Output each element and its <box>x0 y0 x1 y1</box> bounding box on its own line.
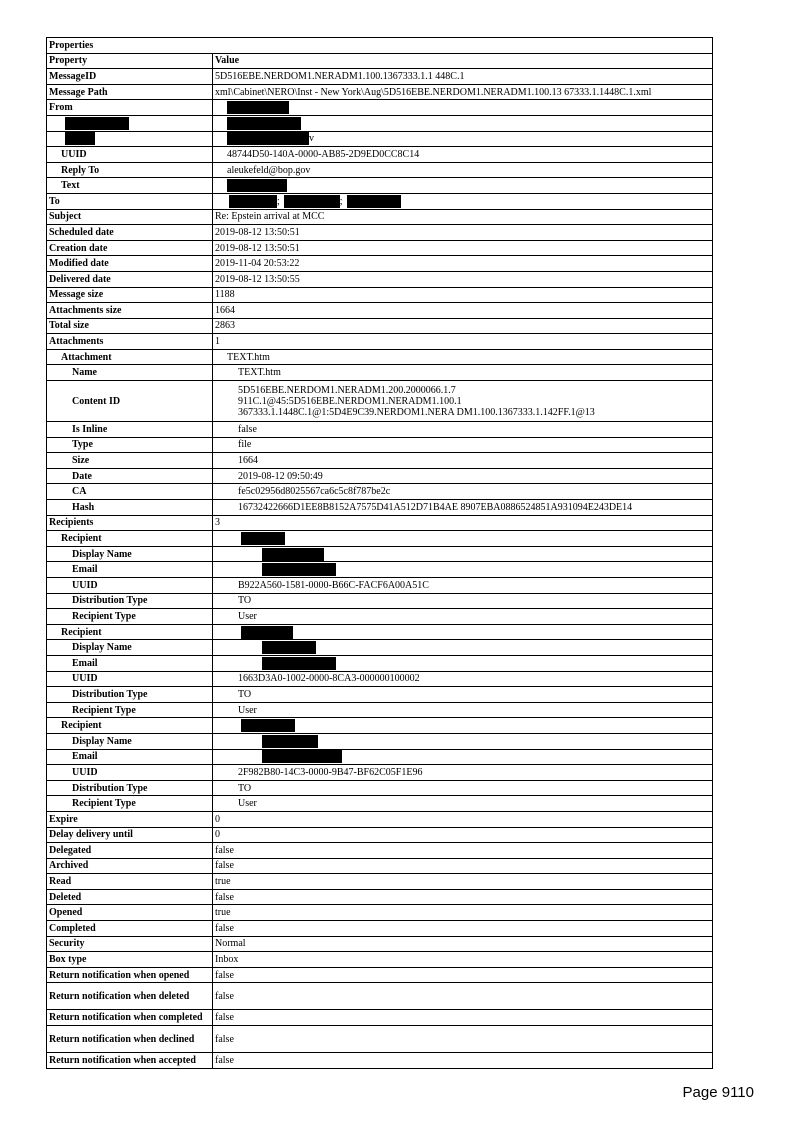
property-value: Re: Epstein arrival at MCC <box>213 209 713 225</box>
table-row <box>47 193 713 209</box>
property-value <box>213 640 713 656</box>
property-value: false <box>213 1053 713 1069</box>
table-row <box>47 178 713 194</box>
table-row <box>47 468 713 484</box>
property-name <box>47 131 213 147</box>
table-row <box>47 858 713 874</box>
property-name: Distribution Type <box>47 593 213 609</box>
table-row <box>47 983 713 1010</box>
property-name: Attachment <box>47 349 213 365</box>
content-id-line: 367333.1.1448C.1@1:5D4E9C39.NERDOM1.NERA DM1.100.1367333.1.142FF.1@13 <box>238 406 595 418</box>
property-name: Delivered date <box>47 271 213 287</box>
property-value: User <box>213 702 713 718</box>
table-row <box>47 811 713 827</box>
property-value: 2019-08-12 13:50:55 <box>213 271 713 287</box>
property-value: false <box>213 843 713 859</box>
table-row <box>47 515 713 531</box>
property-name: Is Inline <box>47 422 213 438</box>
property-value: false <box>213 983 713 1010</box>
table-row <box>47 733 713 749</box>
table-row <box>47 749 713 765</box>
table-row <box>47 318 713 334</box>
property-name: Recipient Type <box>47 609 213 625</box>
redaction-box <box>65 117 129 130</box>
property-name: Return notification when opened <box>47 967 213 983</box>
property-column-header: Property <box>47 53 213 69</box>
table-row <box>47 69 713 85</box>
table-row <box>47 1010 713 1026</box>
property-value: 2F982B80-14C3-0000-9B47-BF62C05F1E96 <box>213 765 713 781</box>
property-name: Creation date <box>47 240 213 256</box>
property-name: Read <box>47 874 213 890</box>
redaction-box <box>227 101 289 114</box>
property-name: To <box>47 193 213 209</box>
property-value: 1664 <box>213 453 713 469</box>
property-value: 1664 <box>213 303 713 319</box>
property-value: file <box>213 437 713 453</box>
property-name: Message Path <box>47 84 213 100</box>
table-row <box>47 271 713 287</box>
property-name: Text <box>47 178 213 194</box>
property-name: From <box>47 100 213 116</box>
table-title: Properties <box>47 38 713 54</box>
property-value: TO <box>213 687 713 703</box>
property-name: Attachments size <box>47 303 213 319</box>
table-row <box>47 905 713 921</box>
table-row <box>47 562 713 578</box>
table-row <box>47 484 713 500</box>
property-name: Scheduled date <box>47 225 213 241</box>
table-row <box>47 921 713 937</box>
table-row <box>47 593 713 609</box>
property-value: TEXT.htm <box>213 349 713 365</box>
property-name: Subject <box>47 209 213 225</box>
property-value <box>213 655 713 671</box>
property-value: 1663D3A0-1002-0000-8CA3-000000100002 <box>213 671 713 687</box>
property-name: Archived <box>47 858 213 874</box>
table-row <box>47 702 713 718</box>
redaction-box <box>262 563 336 576</box>
property-value <box>213 531 713 547</box>
property-value <box>213 131 713 147</box>
property-value <box>213 115 713 131</box>
property-value: Normal <box>213 936 713 952</box>
property-name: Display Name <box>47 733 213 749</box>
property-name: Delay delivery until <box>47 827 213 843</box>
property-value: 2019-11-04 20:53:22 <box>213 256 713 272</box>
recipient-separator: ; <box>339 195 343 207</box>
properties-table <box>46 37 713 1069</box>
property-value <box>213 562 713 578</box>
property-name: MessageID <box>47 69 213 85</box>
table-row <box>47 624 713 640</box>
property-name: Recipient Type <box>47 702 213 718</box>
property-value: xml\Cabinet\NERO\Inst - New York\Aug\5D516EBE.NERDOM1.NERADM1.100.13 67333.1.1448C.1.xml <box>213 84 713 100</box>
property-value: 3 <box>213 515 713 531</box>
property-name: Recipients <box>47 515 213 531</box>
table-row <box>47 500 713 516</box>
content-id-line: 5D516EBE.NERDOM1.NERADM1.200.2000066.1.7 <box>238 384 456 396</box>
redaction-box <box>65 132 95 145</box>
table-row <box>47 349 713 365</box>
redaction-box <box>347 195 401 208</box>
property-value: 2863 <box>213 318 713 334</box>
table-header-row <box>47 53 713 69</box>
table-row <box>47 100 713 116</box>
property-name: Email <box>47 655 213 671</box>
table-row <box>47 718 713 734</box>
property-name: Hash <box>47 500 213 516</box>
redaction-box <box>284 195 340 208</box>
property-name: Message size <box>47 287 213 303</box>
table-row <box>47 827 713 843</box>
table-row <box>47 225 713 241</box>
table-row <box>47 671 713 687</box>
property-value: 48744D50-140A-0000-AB85-2D9ED0CC8C14 <box>213 147 713 163</box>
property-name <box>47 115 213 131</box>
property-name: Display Name <box>47 546 213 562</box>
property-name: Opened <box>47 905 213 921</box>
property-name: Delegated <box>47 843 213 859</box>
redaction-box <box>241 626 293 639</box>
property-name: Recipient <box>47 718 213 734</box>
property-name: Return notification when declined <box>47 1026 213 1053</box>
table-row <box>47 240 713 256</box>
property-value: false <box>213 921 713 937</box>
property-name: Reply To <box>47 162 213 178</box>
table-row <box>47 796 713 812</box>
property-name: Modified date <box>47 256 213 272</box>
property-value <box>213 193 713 209</box>
table-row <box>47 437 713 453</box>
property-name: Return notification when deleted <box>47 983 213 1010</box>
table-row <box>47 531 713 547</box>
property-name: Size <box>47 453 213 469</box>
property-name: Content ID <box>47 381 213 422</box>
property-name: Deleted <box>47 889 213 905</box>
table-row <box>47 365 713 381</box>
redaction-box <box>262 657 336 670</box>
property-value <box>213 749 713 765</box>
property-name: Attachments <box>47 334 213 350</box>
property-name: Recipient Type <box>47 796 213 812</box>
table-row <box>47 609 713 625</box>
property-name: Recipient <box>47 624 213 640</box>
property-value: TO <box>213 593 713 609</box>
table-row <box>47 967 713 983</box>
value-column-header: Value <box>213 53 713 69</box>
property-name: Return notification when accepted <box>47 1053 213 1069</box>
redaction-box <box>262 735 318 748</box>
property-value: aleukefeld@bop.gov <box>213 162 713 178</box>
value-text: v <box>309 133 314 145</box>
property-value: 1 <box>213 334 713 350</box>
table-row <box>47 640 713 656</box>
property-value: B922A560-1581-0000-B66C-FACF6A00A51C <box>213 578 713 594</box>
property-value: false <box>213 1026 713 1053</box>
redaction-box <box>241 719 295 732</box>
property-value <box>213 178 713 194</box>
property-value: 2019-08-12 13:50:51 <box>213 240 713 256</box>
content-id-line: 911C.1@45:5D516EBE.NERDOM1.NERADM1.100.1 <box>238 395 462 407</box>
property-name: Email <box>47 749 213 765</box>
table-row <box>47 115 713 131</box>
table-row <box>47 1026 713 1053</box>
table-row <box>47 874 713 890</box>
table-row <box>47 131 713 147</box>
property-value: fe5c02956d8025567ca6c5c8f787be2c <box>213 484 713 500</box>
property-value: false <box>213 889 713 905</box>
property-value: User <box>213 609 713 625</box>
table-row <box>47 84 713 100</box>
table-row <box>47 843 713 859</box>
property-value: true <box>213 874 713 890</box>
property-name: Date <box>47 468 213 484</box>
table-row <box>47 381 713 422</box>
property-value: false <box>213 967 713 983</box>
property-name: Email <box>47 562 213 578</box>
property-name: Return notification when completed <box>47 1010 213 1026</box>
property-value: 0 <box>213 811 713 827</box>
table-row <box>47 765 713 781</box>
property-name: Name <box>47 365 213 381</box>
property-value <box>213 381 713 422</box>
property-value <box>213 100 713 116</box>
table-row <box>47 453 713 469</box>
property-value: false <box>213 1010 713 1026</box>
table-row <box>47 422 713 438</box>
property-name: Expire <box>47 811 213 827</box>
table-row <box>47 209 713 225</box>
property-value: true <box>213 905 713 921</box>
table-title-row <box>47 38 713 54</box>
property-name: Security <box>47 936 213 952</box>
property-value: 5D516EBE.NERDOM1.NERADM1.100.1367333.1.1 448C.1 <box>213 69 713 85</box>
table-row <box>47 147 713 163</box>
property-value <box>213 718 713 734</box>
recipient-separator: ; <box>277 195 280 207</box>
property-name: UUID <box>47 671 213 687</box>
table-row <box>47 687 713 703</box>
table-row <box>47 936 713 952</box>
property-value: Inbox <box>213 952 713 968</box>
property-name: Display Name <box>47 640 213 656</box>
table-row <box>47 952 713 968</box>
redaction-box <box>229 195 277 208</box>
table-row <box>47 162 713 178</box>
table-row <box>47 334 713 350</box>
page-number: Page 9110 <box>682 1084 754 1101</box>
property-value: false <box>213 858 713 874</box>
property-name: UUID <box>47 765 213 781</box>
table-row <box>47 287 713 303</box>
table-row <box>47 889 713 905</box>
property-name: Total size <box>47 318 213 334</box>
redaction-box <box>262 750 342 763</box>
property-value: 1188 <box>213 287 713 303</box>
property-name: Box type <box>47 952 213 968</box>
property-name: Distribution Type <box>47 687 213 703</box>
property-name: Completed <box>47 921 213 937</box>
table-row <box>47 546 713 562</box>
redaction-box <box>227 117 301 130</box>
redaction-box <box>262 641 316 654</box>
property-value: 16732422666D1EE8B8152A7575D41A512D71B4AE 8907EBA0886524851A931094E243DE14 <box>213 500 713 516</box>
redaction-box <box>227 132 309 145</box>
property-name: Recipient <box>47 531 213 547</box>
properties-table-body <box>47 38 713 1069</box>
redaction-box <box>241 532 285 545</box>
property-name: Type <box>47 437 213 453</box>
table-row <box>47 655 713 671</box>
table-row <box>47 1053 713 1069</box>
property-name: Distribution Type <box>47 780 213 796</box>
property-name: UUID <box>47 147 213 163</box>
property-value: 0 <box>213 827 713 843</box>
property-value: 2019-08-12 09:50:49 <box>213 468 713 484</box>
property-value <box>213 546 713 562</box>
property-value: TEXT.htm <box>213 365 713 381</box>
property-value: TO <box>213 780 713 796</box>
property-value: 2019-08-12 13:50:51 <box>213 225 713 241</box>
redaction-box <box>262 548 324 561</box>
property-value: false <box>213 422 713 438</box>
property-name: UUID <box>47 578 213 594</box>
property-value <box>213 733 713 749</box>
redaction-box <box>227 179 287 192</box>
table-row <box>47 256 713 272</box>
table-row <box>47 303 713 319</box>
table-row <box>47 780 713 796</box>
property-name: CA <box>47 484 213 500</box>
property-value <box>213 624 713 640</box>
property-value: User <box>213 796 713 812</box>
table-row <box>47 578 713 594</box>
